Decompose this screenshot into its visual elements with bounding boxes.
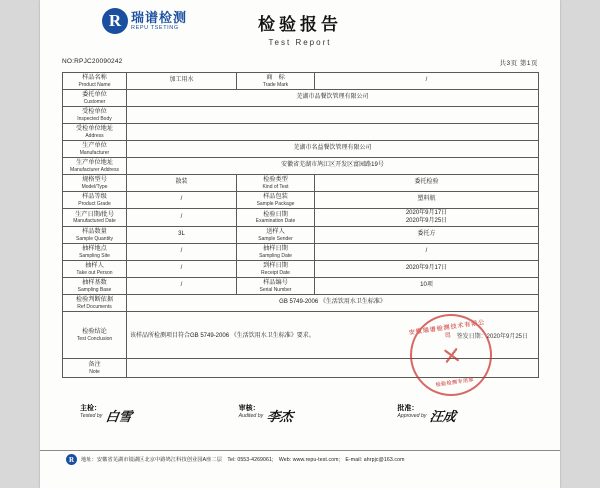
- note-label: 备注 Note: [63, 359, 127, 378]
- row-label-2: 检验日期 Examination Date: [237, 209, 315, 227]
- page-title: 检验报告: [258, 15, 342, 34]
- audited-by-signature: 李杰: [265, 409, 295, 424]
- seal-top-text: 安徽瑞谱检测技术有限公司: [408, 319, 486, 340]
- row-value: 3L: [127, 227, 237, 244]
- table-row: [63, 158, 539, 175]
- meta-row: [40, 58, 560, 70]
- row-label-2: 商 标 Trade Mark: [237, 73, 315, 90]
- row-value: 芜湖市名益餐饮管理有限公司: [127, 141, 539, 158]
- footer-contact-text: 地址：安徽省芜湖市镜湖区北京中路鸠江科技创业园A座二层 Tel: 0553-4269061; Web: www.repu-test.com; E-mail: ahrpjc@163.com: [81, 457, 405, 463]
- conclusion-row: [63, 312, 539, 359]
- table-row: [63, 73, 539, 90]
- row-value: 安徽省芜湖市鸠江区开发区富园路19号: [127, 158, 539, 175]
- row-value: 散装: [127, 175, 237, 192]
- row-value: /: [127, 192, 237, 209]
- table-row: [63, 209, 539, 227]
- row-value-2: 2020年9月17日 2020年9月25日: [315, 209, 539, 227]
- conclusion-label: 检验结论 Test Conclusion: [63, 312, 127, 359]
- tested-by-label-en: Tested by: [80, 413, 103, 420]
- table-row: [63, 175, 539, 192]
- table-row: [63, 107, 539, 124]
- report-footer: [40, 450, 560, 476]
- signature-tested-by: [62, 404, 221, 425]
- row-value: [127, 124, 539, 141]
- title-zone: [40, 10, 560, 47]
- table-row: [63, 227, 539, 244]
- row-label-2: 检验类型 Kind of Test: [237, 175, 315, 192]
- row-label-2: 抽样日期 Sampling Date: [237, 244, 315, 261]
- row-label: 抽样基数 Sampling Base: [63, 278, 127, 295]
- audited-by-label-en: Audited by: [238, 413, 264, 420]
- audited-by-label-cn: 审核：: [238, 405, 260, 412]
- table-row: [63, 192, 539, 209]
- row-label: 规格型号 Model/Type: [63, 175, 127, 192]
- report-page: [40, 0, 560, 488]
- row-label: 受检单位地址 Address: [63, 124, 127, 141]
- row-label-2: 样品编号 Serial Number: [237, 278, 315, 295]
- report-table: [62, 72, 539, 389]
- logo-company-cn: 瑞谱检测: [131, 10, 188, 26]
- row-value: /: [127, 209, 237, 227]
- table-row: [63, 90, 539, 107]
- page-subtitle: Test Report: [268, 38, 332, 47]
- row-value: 芜湖市品餐饮管理有限公司: [127, 90, 539, 107]
- report-header: [40, 0, 560, 58]
- row-label: 生产单位 Manufacturer: [63, 141, 127, 158]
- row-label: 受检单位 Inspected Body: [63, 107, 127, 124]
- seal-bottom-text: 检验检测专用章: [435, 376, 475, 389]
- row-value-2: 10项: [315, 278, 539, 295]
- row-label: 抽样地点 Sampling Site: [63, 244, 127, 261]
- logo-mark-icon: R: [102, 8, 128, 34]
- row-label: 委托单位 Customer: [63, 90, 127, 107]
- row-label: 样品等级 Product Grade: [63, 192, 127, 209]
- row-label-2: 送样人 Sample Sender: [237, 227, 315, 244]
- row-value: 加工用水: [127, 73, 237, 90]
- official-seal-icon: [405, 309, 498, 402]
- row-value-2: 塑料瓶: [315, 192, 539, 209]
- signature-approved-by: [379, 404, 538, 425]
- table-row: [63, 278, 539, 295]
- row-value: /: [127, 244, 237, 261]
- approved-by-label-cn: 批准：: [397, 405, 419, 412]
- report-number: NO:RPJC20090242: [62, 58, 123, 65]
- approved-by-label-en: Approved by: [397, 413, 427, 420]
- footer-logo-icon: R: [66, 454, 77, 465]
- row-value: GB 5749-2006 《生活饮用水卫生标准》: [127, 295, 539, 312]
- row-value-2: /: [315, 73, 539, 90]
- table-row: [63, 295, 539, 312]
- row-label: 生产日期/批号 Manufactured Date: [63, 209, 127, 227]
- signature-audited-by: [221, 404, 380, 425]
- signature-row: [62, 404, 538, 444]
- row-label-2: 样品包装 Sample Package: [237, 192, 315, 209]
- row-value-2: /: [315, 244, 539, 261]
- table-row: [63, 124, 539, 141]
- issue-date-text: 签发日期：2020年9月25日: [456, 334, 529, 340]
- row-label: 检验判断依据 Ref Documents: [63, 295, 127, 312]
- table-row: [63, 141, 539, 158]
- row-value-2: 委托检验: [315, 175, 539, 192]
- row-label-2: 到样日期 Receipt Date: [237, 261, 315, 278]
- note-row: [63, 359, 539, 378]
- row-value: /: [127, 261, 237, 278]
- page-indicator: 共3页 第1页: [499, 60, 538, 67]
- row-label: 样品名称 Product Name: [63, 73, 127, 90]
- tested-by-signature: 白雪: [105, 409, 134, 424]
- table-row: [63, 244, 539, 261]
- logo-company-en: REPU TSETING: [131, 24, 179, 31]
- row-value: [127, 107, 539, 124]
- row-value: /: [127, 278, 237, 295]
- row-label: 样品数量 Sample Quantity: [63, 227, 127, 244]
- approved-by-signature: 汪成: [429, 409, 458, 424]
- row-label: 抽样人 Take out Person: [63, 261, 127, 278]
- table-row: [63, 261, 539, 278]
- row-label: 生产单位地址 Manufacturer Address: [63, 158, 127, 175]
- tested-by-label-cn: 主检：: [80, 405, 101, 412]
- note-value: [127, 359, 539, 378]
- conclusion-value: [127, 312, 539, 389]
- row-value-2: 委托方: [315, 227, 539, 244]
- conclusion-text: 该样品所检测项目符合GB 5749-2006 《生活饮用水卫生标准》要求。: [130, 332, 315, 339]
- row-value-2: 2020年9月17日: [315, 261, 539, 278]
